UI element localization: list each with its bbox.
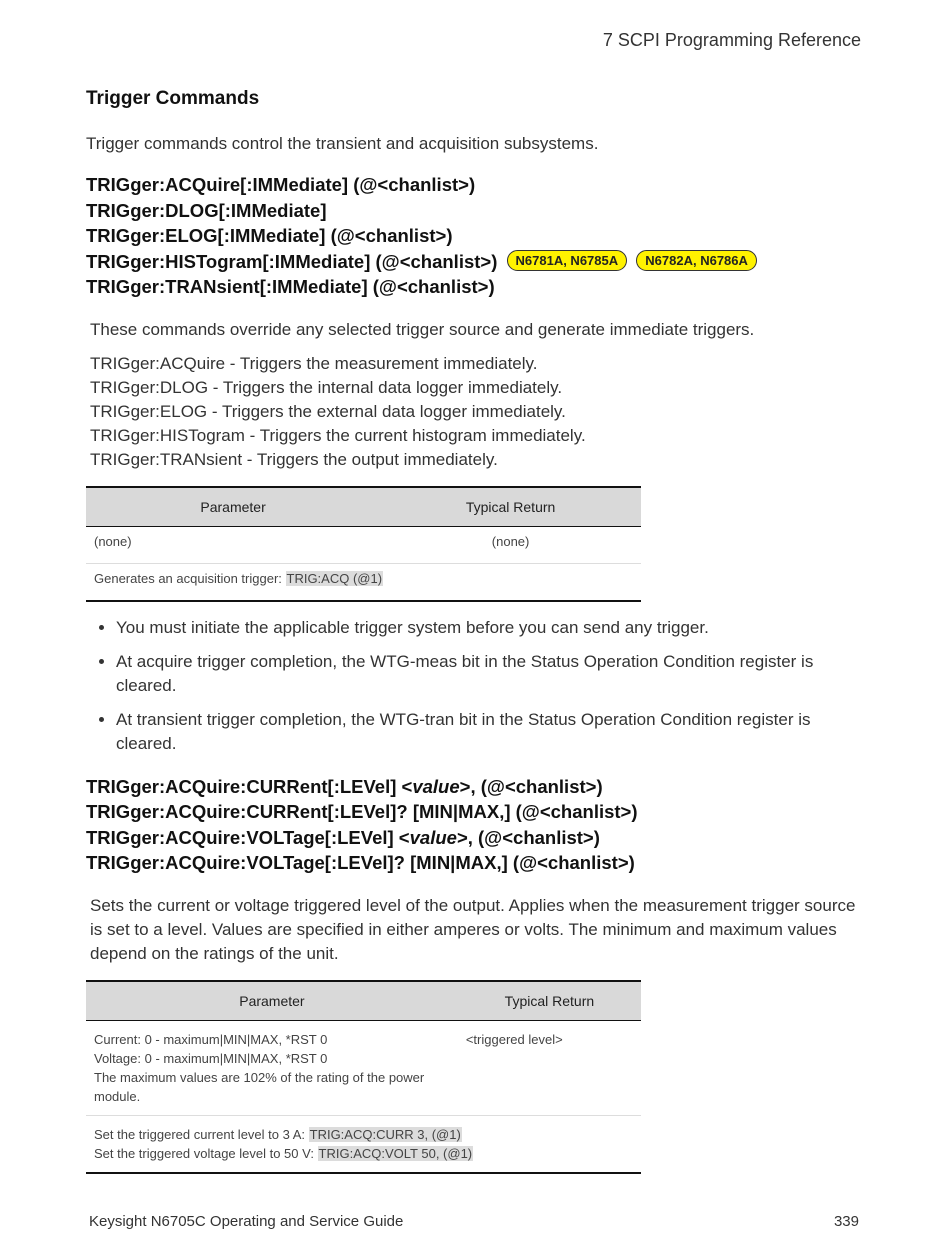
header-parameter: Parameter bbox=[86, 487, 380, 527]
example-cell bbox=[86, 563, 641, 601]
header-parameter: Parameter bbox=[86, 981, 458, 1021]
detail-line: TRIGger:DLOG - Triggers the internal data logger immediately. bbox=[90, 377, 563, 397]
chapter-header: 7 SCPI Programming Reference bbox=[602, 30, 861, 50]
example-text: Generates an acquisition trigger: bbox=[94, 570, 286, 586]
command-heading: TRIGger:ACQuire:VOLTage[:LEVel]? [MIN|MAX,] (@<chanlist>) bbox=[86, 852, 635, 873]
header-typical-return: Typical Return bbox=[380, 487, 641, 527]
command-description: Sets the current or voltage triggered level of the output. Applies when the measurement trigger source is set to a level. Values are specified in either amperes or volts. The minimum and maximum values depend on the ratings of the unit. bbox=[90, 895, 856, 963]
table-row bbox=[86, 526, 641, 563]
list-item: • You must initiate the applicable trigger system before you can send any trigger. bbox=[116, 616, 866, 640]
command-block-1 bbox=[86, 172, 866, 300]
return-value: <triggered level> bbox=[458, 1020, 641, 1115]
page-number: 339 bbox=[833, 1213, 859, 1230]
parameter-table-1 bbox=[86, 486, 641, 602]
command-description: These commands override any selected trigger source and generate immediate triggers. bbox=[90, 319, 755, 339]
command-heading-histogram bbox=[86, 249, 866, 275]
command-heading: TRIGger:ACQuire:CURRent[:LEVel]? [MIN|MAX,] (@<chanlist>) bbox=[86, 801, 638, 822]
footer-title: Keysight N6705C Operating and Service Guide bbox=[89, 1213, 404, 1230]
command-heading: TRIGger:ELOG[:IMMediate] (@<chanlist>) bbox=[86, 225, 453, 246]
section-intro: Trigger commands control the transient and acquisition subsystems. bbox=[86, 134, 599, 153]
example-code: TRIG:ACQ (@1) bbox=[286, 570, 383, 586]
table-row-example bbox=[86, 563, 641, 601]
command-heading: TRIGger:ACQuire:CURRent[:LEVel] <value>, (@<chanlist>) bbox=[86, 775, 603, 797]
detail-line: TRIGger:ACQuire - Triggers the measurement immediately. bbox=[90, 353, 538, 373]
command-heading: TRIGger:ACQuire[:IMMediate] (@<chanlist>) bbox=[86, 174, 476, 195]
table-row-example bbox=[86, 1115, 641, 1173]
page-content bbox=[86, 88, 866, 1174]
command-heading: TRIGger:ACQuire:VOLTage[:LEVel] <value>, (@<chanlist>) bbox=[86, 826, 600, 848]
list-item: • At transient trigger completion, the WTG-tran bit in the Status Operation Condition register is cleared. bbox=[116, 708, 866, 756]
param-value: Current: 0 - maximum|MIN|MAX, *RST 0 Voltage: 0 - maximum|MIN|MAX, *RST 0 The maximum values are 102% of the rating of the power module. bbox=[86, 1020, 458, 1115]
detail-line: TRIGger:TRANsient - Triggers the output immediately. bbox=[90, 449, 498, 469]
example-cell: Set the triggered current level to 3 A: TRIG:ACQ:CURR 3, (@1) Set the triggered voltage level to 50 V: TRIG:ACQ:VOLT 50, (@1) bbox=[94, 1126, 473, 1161]
param-value: (none) bbox=[86, 526, 380, 563]
detail-line: TRIGger:ELOG - Triggers the external data logger immediately. bbox=[90, 401, 566, 421]
command-heading: TRIGger:DLOG[:IMMediate] bbox=[86, 199, 327, 221]
list-item: • At acquire trigger completion, the WTG-meas bit in the Status Operation Condition register is cleared. bbox=[116, 650, 866, 698]
model-badge: N6781A, N6785A bbox=[507, 250, 628, 271]
command-block-2 bbox=[86, 774, 866, 876]
model-badge: N6782A, N6786A bbox=[636, 250, 757, 271]
command-text: TRIGger:HISTogram[:IMMediate] (@<chanlist>) bbox=[86, 250, 498, 272]
command-heading: TRIGger:TRANsient[:IMMediate] (@<chanlist>) bbox=[86, 276, 495, 297]
command-details bbox=[90, 352, 866, 472]
section-title: Trigger Commands bbox=[86, 88, 260, 109]
detail-line: TRIGger:HISTogram - Triggers the current histogram immediately. bbox=[90, 425, 586, 445]
return-value: (none) bbox=[380, 526, 641, 563]
table-row bbox=[86, 1020, 641, 1115]
parameter-table-2 bbox=[86, 980, 641, 1174]
notes-list bbox=[86, 616, 866, 756]
header-typical-return: Typical Return bbox=[458, 981, 641, 1021]
